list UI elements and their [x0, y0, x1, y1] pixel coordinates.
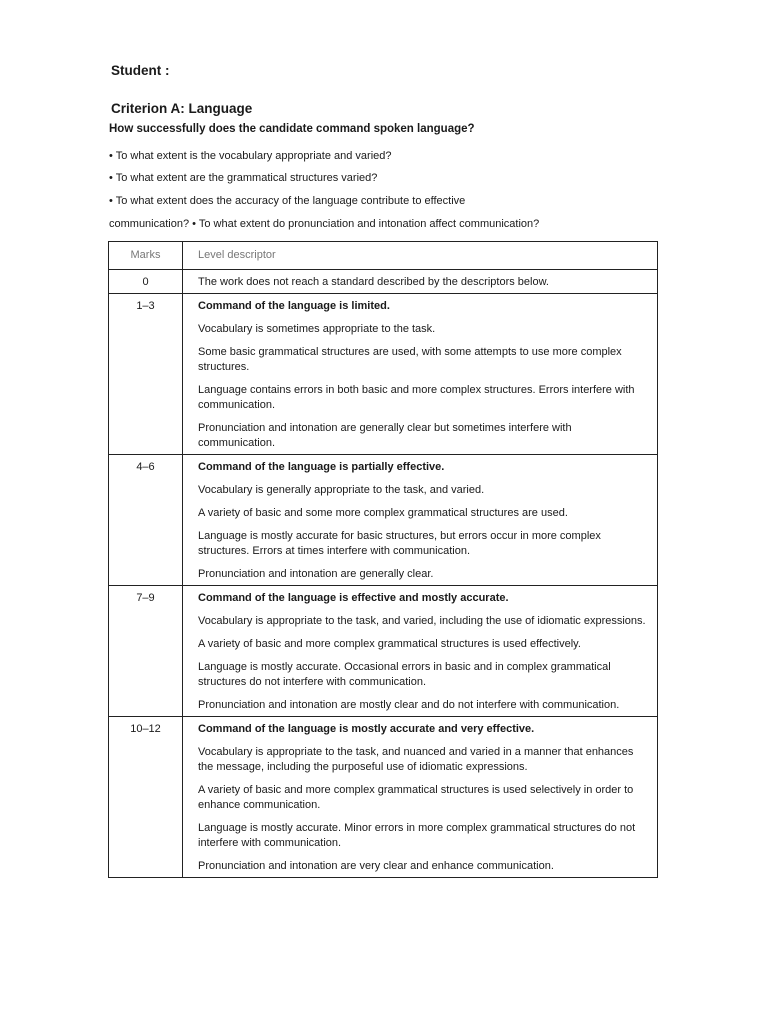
- descriptor-column-header: Level descriptor: [183, 242, 658, 270]
- descriptor-cell: [183, 294, 658, 455]
- marks-column-header: Marks: [109, 242, 183, 270]
- descriptor-text: Language contains errors in both basic and more complex structures. Errors interfere with communication.: [198, 384, 635, 411]
- descriptor-text: Pronunciation and intonation are very clear and enhance communication.: [198, 860, 554, 872]
- descriptor-heading: Command of the language is limited.: [198, 300, 390, 312]
- descriptor-text: Language is mostly accurate. Minor errors in more complex grammatical structures do not interfere with communication.: [198, 822, 636, 849]
- marks-cell: 10–12: [109, 717, 183, 878]
- descriptor-text: A variety of basic and more complex grammatical structures is used effectively.: [198, 638, 581, 650]
- marks-cell: 7–9: [109, 586, 183, 717]
- descriptor-text: Vocabulary is appropriate to the task, and varied, including the use of idiomatic expressions.: [198, 615, 646, 627]
- descriptor-text: Pronunciation and intonation are generally clear.: [198, 568, 434, 580]
- table-row: [109, 294, 658, 455]
- descriptor-text: A variety of basic and some more complex grammatical structures are used.: [198, 507, 568, 519]
- descriptor-text: Vocabulary is appropriate to the task, and nuanced and varied in a manner that enhances the message, including the purposeful use of idiomatic expressions.: [198, 746, 634, 773]
- table-row: [109, 586, 658, 717]
- descriptor-text: A variety of basic and more complex grammatical structures is used selectively in order to enhance communication.: [198, 784, 634, 811]
- criterion-question: How successfully does the candidate command spoken language?: [109, 123, 475, 135]
- descriptor-text: Vocabulary is sometimes appropriate to the task.: [198, 323, 436, 335]
- descriptor-cell: [183, 717, 658, 878]
- descriptor-text: Some basic grammatical structures are used, with some attempts to use more complex structures.: [198, 346, 622, 373]
- marks-cell: 1–3: [109, 294, 183, 455]
- descriptor-heading: Command of the language is mostly accurate and very effective.: [198, 723, 535, 735]
- criterion-title: Criterion A: Language: [111, 101, 253, 116]
- descriptor-cell: [183, 455, 658, 586]
- table-row: [109, 717, 658, 878]
- bullet-pronunciation: communication? • To what extent do pronunciation and intonation affect communication?: [109, 218, 540, 230]
- descriptor-text: Language is mostly accurate. Occasional errors in basic and in complex grammatical structures do not interfere with communication.: [198, 661, 611, 688]
- table-row: [109, 455, 658, 586]
- rubric-table: [108, 241, 658, 878]
- marks-cell: 0: [109, 270, 183, 294]
- bullet-vocabulary: • To what extent is the vocabulary appropriate and varied?: [109, 150, 392, 162]
- descriptor-text: Vocabulary is generally appropriate to the task, and varied.: [198, 484, 485, 496]
- table-row: [109, 270, 658, 294]
- descriptor-text: Pronunciation and intonation are mostly clear and do not interfere with communication.: [198, 699, 620, 711]
- student-label: Student :: [111, 63, 170, 78]
- bullet-accuracy: • To what extent does the accuracy of the language contribute to effective: [109, 195, 466, 207]
- descriptor-text: The work does not reach a standard described by the descriptors below.: [198, 276, 549, 288]
- descriptor-text: Language is mostly accurate for basic structures, but errors occur in more complex structures. Errors at times interfere with communication.: [198, 530, 601, 557]
- descriptor-heading: Command of the language is partially effective.: [198, 461, 445, 473]
- descriptor-cell: [183, 586, 658, 717]
- marks-cell: 4–6: [109, 455, 183, 586]
- bullet-grammar: • To what extent are the grammatical structures varied?: [109, 172, 378, 184]
- descriptor-text: Pronunciation and intonation are generally clear but sometimes interfere with communication.: [198, 422, 572, 449]
- table-header-row: [109, 242, 658, 270]
- descriptor-heading: Command of the language is effective and mostly accurate.: [198, 592, 509, 604]
- descriptor-cell: [183, 270, 658, 294]
